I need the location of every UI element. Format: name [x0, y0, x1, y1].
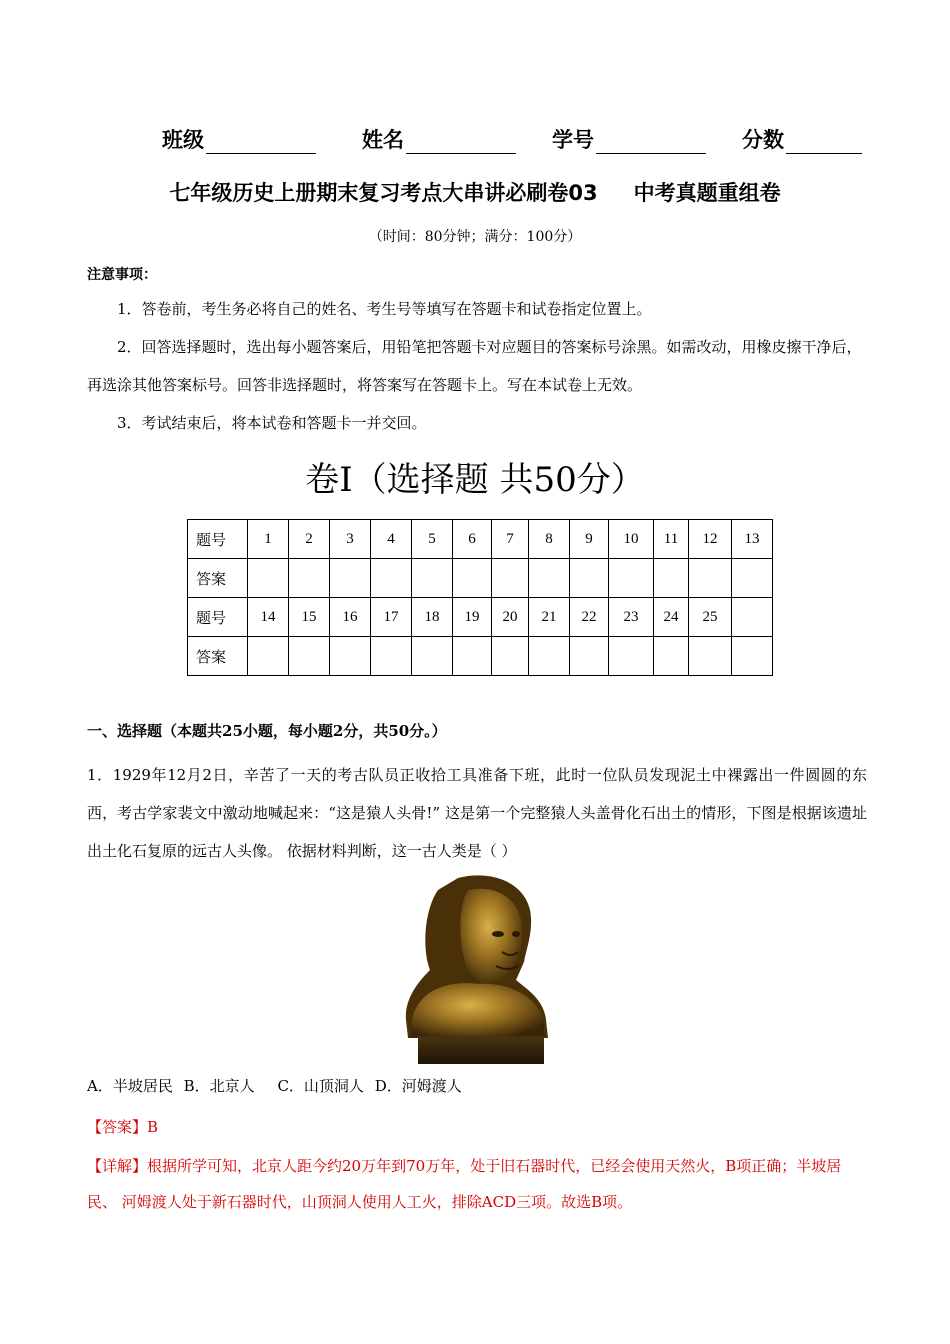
score-blank[interactable]: [786, 131, 862, 154]
question-1-explanation: [87, 1148, 867, 1220]
answer-cell[interactable]: [248, 637, 289, 676]
number-row-1: [188, 520, 773, 559]
answer-cell[interactable]: [330, 637, 371, 676]
question-number: 13: [732, 520, 773, 559]
student-info-fields: [162, 124, 867, 154]
title-main: 七年级历史上册期末复习考点大串讲必刷卷03: [169, 181, 598, 205]
answer-cell[interactable]: [689, 559, 732, 598]
exam-meta: （时间：80分钟；满分：100分）: [368, 229, 582, 245]
title-suffix: 中考真题重组卷: [633, 181, 781, 205]
question-1-answer: [87, 1116, 158, 1137]
section-title: 卷Ⅰ（选择题 共50分）: [305, 460, 645, 500]
question-1-text: 1．1929年12月2日，辛苦了一天的考古队员正收拾工具准备下班，此时一位队员发现泥土中裸露出一件圆圆的东西，考古学家裴文中激动地喊起来：“这是猿人头骨!” 这是第一个完整猿人头盖骨化石出土的情形，下图是根据该遗址出土化石复原的远古人头像。 依据材料判断，这一古人类是（ ）: [87, 766, 867, 860]
answer-cell[interactable]: [609, 637, 654, 676]
question-number: 23: [609, 598, 654, 637]
student-id-label: 学号: [552, 128, 594, 152]
detail-label: 【详解】: [87, 1157, 148, 1175]
score-label: 分数: [742, 128, 784, 152]
answer-cell[interactable]: [689, 637, 732, 676]
question-number: 14: [248, 598, 289, 637]
answer-cell[interactable]: [732, 637, 773, 676]
class-label: 班级: [162, 128, 204, 152]
answer-row-1: [188, 559, 773, 598]
question-number: 12: [689, 520, 732, 559]
question-number: [732, 598, 773, 637]
answer-cell[interactable]: [732, 559, 773, 598]
question-number: 5: [412, 520, 453, 559]
question-number: 24: [654, 598, 689, 637]
answer-cell[interactable]: [289, 559, 330, 598]
question-number: 11: [654, 520, 689, 559]
option-c[interactable]: C．山顶洞人: [277, 1077, 364, 1095]
answer-cell[interactable]: [412, 559, 453, 598]
answer-value: B: [147, 1118, 159, 1136]
row-label: 答案: [188, 559, 248, 598]
question-1-options: [87, 1075, 468, 1096]
question-number: 20: [492, 598, 529, 637]
question-number: 25: [689, 598, 732, 637]
option-d[interactable]: D．河姆渡人: [374, 1077, 462, 1095]
question-number: 10: [609, 520, 654, 559]
answer-cell[interactable]: [529, 637, 570, 676]
class-field[interactable]: [162, 124, 362, 154]
number-row-2: [188, 598, 773, 637]
part-heading: 一、选择题（本题共25小题，每小题2分，共50分。）: [87, 722, 447, 740]
answer-cell[interactable]: [330, 559, 371, 598]
answer-cell[interactable]: [492, 637, 529, 676]
row-label: 题号: [188, 520, 248, 559]
name-label: 姓名: [362, 128, 404, 152]
question-number: 17: [371, 598, 412, 637]
score-field[interactable]: [742, 124, 862, 154]
student-id-field[interactable]: [552, 124, 742, 154]
answer-cell[interactable]: [654, 637, 689, 676]
question-number: 16: [330, 598, 371, 637]
question-number: 8: [529, 520, 570, 559]
answer-cell[interactable]: [529, 559, 570, 598]
option-a[interactable]: A．半坡居民: [87, 1077, 173, 1095]
question-number: 3: [330, 520, 371, 559]
question-number: 19: [453, 598, 492, 637]
answer-cell[interactable]: [412, 637, 453, 676]
answer-cell[interactable]: [289, 637, 330, 676]
answer-cell[interactable]: [492, 559, 529, 598]
question-number: 15: [289, 598, 330, 637]
page-title: [0, 177, 950, 207]
question-number: 22: [570, 598, 609, 637]
answer-grid: [187, 519, 773, 676]
name-field[interactable]: [362, 124, 552, 154]
answer-cell[interactable]: [371, 559, 412, 598]
answer-cell[interactable]: [570, 559, 609, 598]
answer-cell[interactable]: [453, 559, 492, 598]
answer-cell[interactable]: [248, 559, 289, 598]
question-number: 6: [453, 520, 492, 559]
question-number: 7: [492, 520, 529, 559]
question-number: 2: [289, 520, 330, 559]
name-blank[interactable]: [406, 131, 516, 154]
answer-label: 【答案】: [87, 1118, 148, 1136]
row-label: 题号: [188, 598, 248, 637]
question-number: 1: [248, 520, 289, 559]
student-id-blank[interactable]: [596, 131, 706, 154]
question-number: 18: [412, 598, 453, 637]
answer-cell[interactable]: [453, 637, 492, 676]
detail-text: 根据所学可知，北京人距今约20万年到70万年，处于旧石器时代，已经会使用天然火，B项正确；半坡居民、 河姆渡人处于新石器时代，山顶洞人使用人工火，排除ACD三项。故选B项。: [87, 1157, 842, 1211]
option-b[interactable]: B．北京人: [183, 1077, 255, 1095]
answer-cell[interactable]: [609, 559, 654, 598]
question-number: 9: [570, 520, 609, 559]
peking-man-bust-image: [398, 870, 554, 1066]
answer-row-2: [188, 637, 773, 676]
note-item-2: 2．回答选择题时，选出每小题答案后，用铅笔把答题卡对应题目的答案标号涂黑。如需改动，用橡皮擦干净后，再选涂其他答案标号。回答非选择题时，将答案写在答题卡上。写在本试卷上无效。: [87, 338, 862, 394]
notes-heading: 注意事项：: [87, 267, 157, 283]
note-item-3: 3．考试结束后，将本试卷和答题卡一并交回。: [117, 414, 427, 432]
class-blank[interactable]: [206, 131, 316, 154]
row-label: 答案: [188, 637, 248, 676]
answer-cell[interactable]: [654, 559, 689, 598]
answer-cell[interactable]: [570, 637, 609, 676]
question-number: 4: [371, 520, 412, 559]
answer-cell[interactable]: [371, 637, 412, 676]
note-item-1: 1．答卷前，考生务必将自己的姓名、考生号等填写在答题卡和试卷指定位置上。: [117, 300, 652, 318]
question-number: 21: [529, 598, 570, 637]
